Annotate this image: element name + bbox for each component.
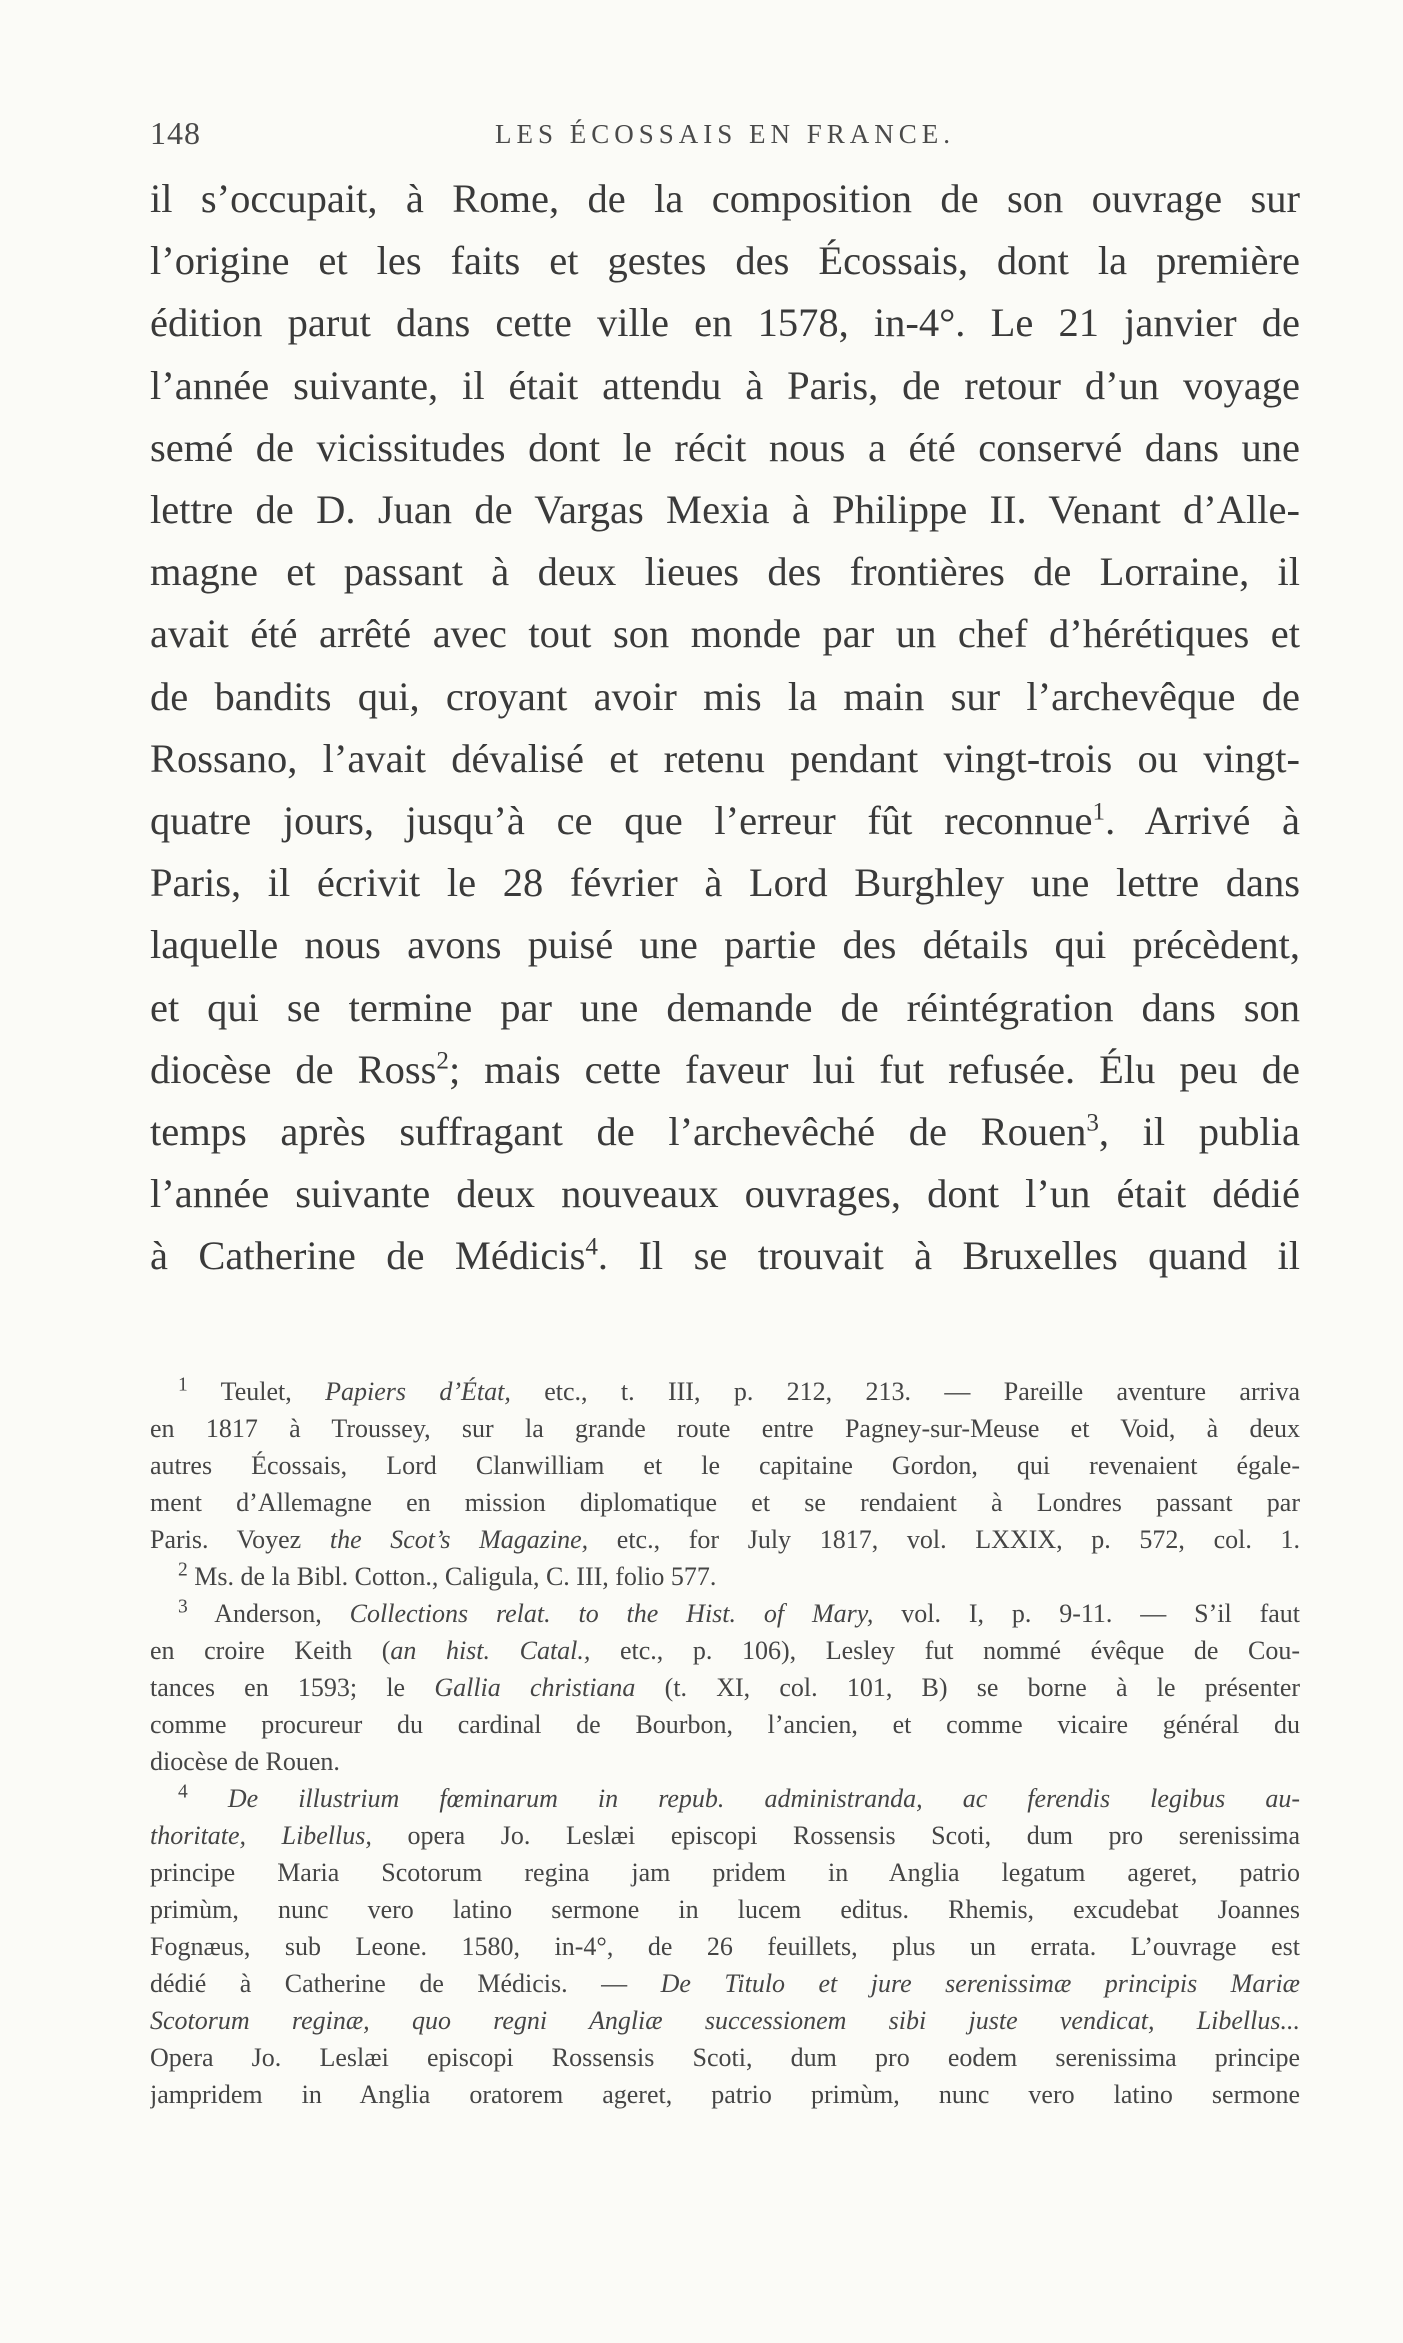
- footnote-line: principe Maria Scotorum regina jam pridem in Anglia legatum ageret, patrio: [150, 1858, 1300, 1887]
- footnote-line: en 1817 à Troussey, sur la grande route entre Pagney-sur-Meuse et Void, à deux: [150, 1414, 1300, 1443]
- text-segment: thoritate, Libellus,: [150, 1821, 372, 1850]
- footnote-mark: 4: [178, 1781, 188, 1803]
- footnote-line: autres Écossais, Lord Clanwilliam et le capitaine Gordon, qui revenaient égale-: [150, 1451, 1300, 1480]
- text-segment: Papiers d’État,: [325, 1377, 511, 1406]
- text-segment: ; mais cette faveur lui fut refusée. Élu peu de: [448, 1046, 1300, 1092]
- footnote-ref: 3: [1086, 1109, 1099, 1137]
- text-line: de bandits qui, croyant avoir mis la main sur l’archevêque de: [150, 673, 1300, 719]
- footnote-3: [150, 1595, 1300, 1632]
- text-line: laquelle nous avons puisé une partie des détails qui précèdent,: [150, 922, 1300, 968]
- text-line: et qui se termine par une demande de réintégration dans son: [150, 984, 1300, 1030]
- main-text: [150, 168, 1300, 1288]
- footnote-line: primùm, nunc vero latino sermone in lucem editus. Rhemis, excudebat Joannes: [150, 1895, 1300, 1924]
- footnote-line: Fognæus, sub Leone. 1580, in-4°, de 26 feuillets, plus un errata. L’ouvrage est: [150, 1932, 1300, 1961]
- text-segment: temps après suffragant de l’archevêché de Rouen: [150, 1109, 1087, 1155]
- text-segment: Paris. Voyez: [150, 1525, 302, 1554]
- footnote-1: [150, 1373, 1300, 1410]
- text-segment: (t. XI, col. 101, B) se borne à le présenter: [664, 1673, 1300, 1702]
- running-title: LES ÉCOSSAIS EN FRANCE.: [494, 119, 956, 149]
- text-line: magne et passant à deux lieues des frontières de Lorraine, il: [150, 549, 1300, 595]
- text-segment: the Scot’s Magazine,: [329, 1525, 589, 1554]
- text-segment: quatre jours, jusqu’à ce que l’erreur fût reconnue: [150, 798, 1093, 844]
- text-line: [150, 1101, 1300, 1163]
- footnote-line: jampridem in Anglia oratorem ageret, patrio primùm, nunc vero latino sermone: [150, 2080, 1300, 2109]
- footnote-mark: 1: [178, 1374, 188, 1396]
- text-line: [150, 1039, 1300, 1101]
- text-line: l’année suivante deux nouveaux ouvrages, dont l’un était dédié: [150, 1171, 1300, 1217]
- text-segment: , il publia: [1098, 1109, 1300, 1155]
- text-segment: diocèse de Ross: [150, 1046, 437, 1092]
- text-line: Paris, il écrivit le 28 février à Lord Burghley une lettre dans: [150, 860, 1300, 906]
- footnotes: [150, 1373, 1300, 2113]
- text-segment: Gallia christiana: [434, 1673, 636, 1702]
- page-header: [150, 115, 1300, 165]
- text-segment: Collections relat. to the Hist. of Mary,: [349, 1599, 874, 1628]
- footnote-line: [150, 1632, 1300, 1669]
- text-line: l’année suivante, il était attendu à Paris, de retour d’un voyage: [150, 362, 1300, 408]
- text-segment: opera Jo. Leslæi episcopi Rossensis Scoti, dum pro serenissima: [407, 1821, 1300, 1850]
- text-line: semé de vicissitudes dont le récit nous a été conservé dans une: [150, 424, 1300, 470]
- text-segment: . Arrivé à: [1105, 798, 1300, 844]
- footnote-line: diocèse de Rouen.: [150, 1747, 340, 1776]
- text-line: avait été arrêté avec tout son monde par un chef d’hérétiques et: [150, 611, 1300, 657]
- page-number: 148: [150, 115, 201, 151]
- text-segment: Anderson,: [214, 1599, 322, 1628]
- text-segment: an hist. Catal.,: [390, 1636, 591, 1665]
- text-segment: Ms. de la Bibl. Cotton., Caligula, C. III, folio 577.: [194, 1562, 717, 1591]
- footnote-line: [150, 1817, 1300, 1854]
- footnote-ref: 4: [585, 1233, 598, 1261]
- text-segment: tances en 1593; le: [150, 1673, 406, 1702]
- text-segment: etc., t. III, p. 212, 213. — Pareille aventure arriva: [544, 1377, 1300, 1406]
- text-segment: etc., for July 1817, vol. LXXIX, p. 572, col. 1.: [616, 1525, 1300, 1554]
- footnote-line: comme procureur du cardinal de Bourbon, l’ancien, et comme vicaire général du: [150, 1710, 1300, 1739]
- text-line: il s’occupait, à Rome, de la composition de son ouvrage sur: [150, 176, 1300, 221]
- text-segment: etc., p. 106), Lesley fut nommé évêque de Cou-: [620, 1636, 1300, 1665]
- text-line: Rossano, l’avait dévalisé et retenu pendant vingt-trois ou vingt-: [150, 735, 1300, 781]
- text-segment: en croire Keith (: [150, 1636, 391, 1665]
- footnote-mark: 2: [178, 1559, 188, 1581]
- footnote-line: ment d’Allemagne en mission diplomatique et se rendaient à Londres passant par: [150, 1488, 1300, 1517]
- footnote-line: [150, 1521, 1300, 1558]
- text-segment: à Catherine de Médicis: [150, 1233, 586, 1279]
- footnote-2: [150, 1558, 1300, 1595]
- text-line: édition parut dans cette ville en 1578, in-4°. Le 21 janvier de: [150, 300, 1300, 346]
- text-segment: De Titulo et jure serenissimæ principis Mariæ: [660, 1969, 1300, 1998]
- text-segment: dédié à Catherine de Médicis. —: [150, 1969, 628, 1998]
- footnote-ref: 1: [1092, 798, 1106, 826]
- text-segment: Teulet,: [220, 1377, 292, 1406]
- text-line: l’origine et les faits et gestes des Écossais, dont la première: [150, 238, 1300, 284]
- footnote-line: Opera Jo. Leslæi episcopi Rossensis Scoti, dum pro eodem serenissima principe: [150, 2043, 1300, 2072]
- footnote-4: [150, 1780, 1300, 1817]
- text-line: [150, 1225, 1300, 1287]
- text-line: lettre de D. Juan de Vargas Mexia à Philippe II. Venant d’Alle-: [150, 487, 1300, 533]
- footnote-line: [150, 1965, 1300, 2002]
- footnote-line: [150, 1669, 1300, 1706]
- footnote-mark: 3: [178, 1596, 188, 1618]
- text-segment: vol. I, p. 9-11. — S’il faut: [901, 1599, 1300, 1628]
- text-line: [150, 790, 1300, 852]
- text-segment: De illustrium fœminarum in repub. administranda, ac ferendis legibus au-: [227, 1784, 1300, 1813]
- text-segment: . Il se trouvait à Bruxelles quand il: [597, 1233, 1300, 1279]
- footnote-ref: 2: [436, 1047, 449, 1075]
- footnote-line: Scotorum reginæ, quo regni Angliæ successionem sibi juste vendicat, Libellus...: [150, 2006, 1300, 2035]
